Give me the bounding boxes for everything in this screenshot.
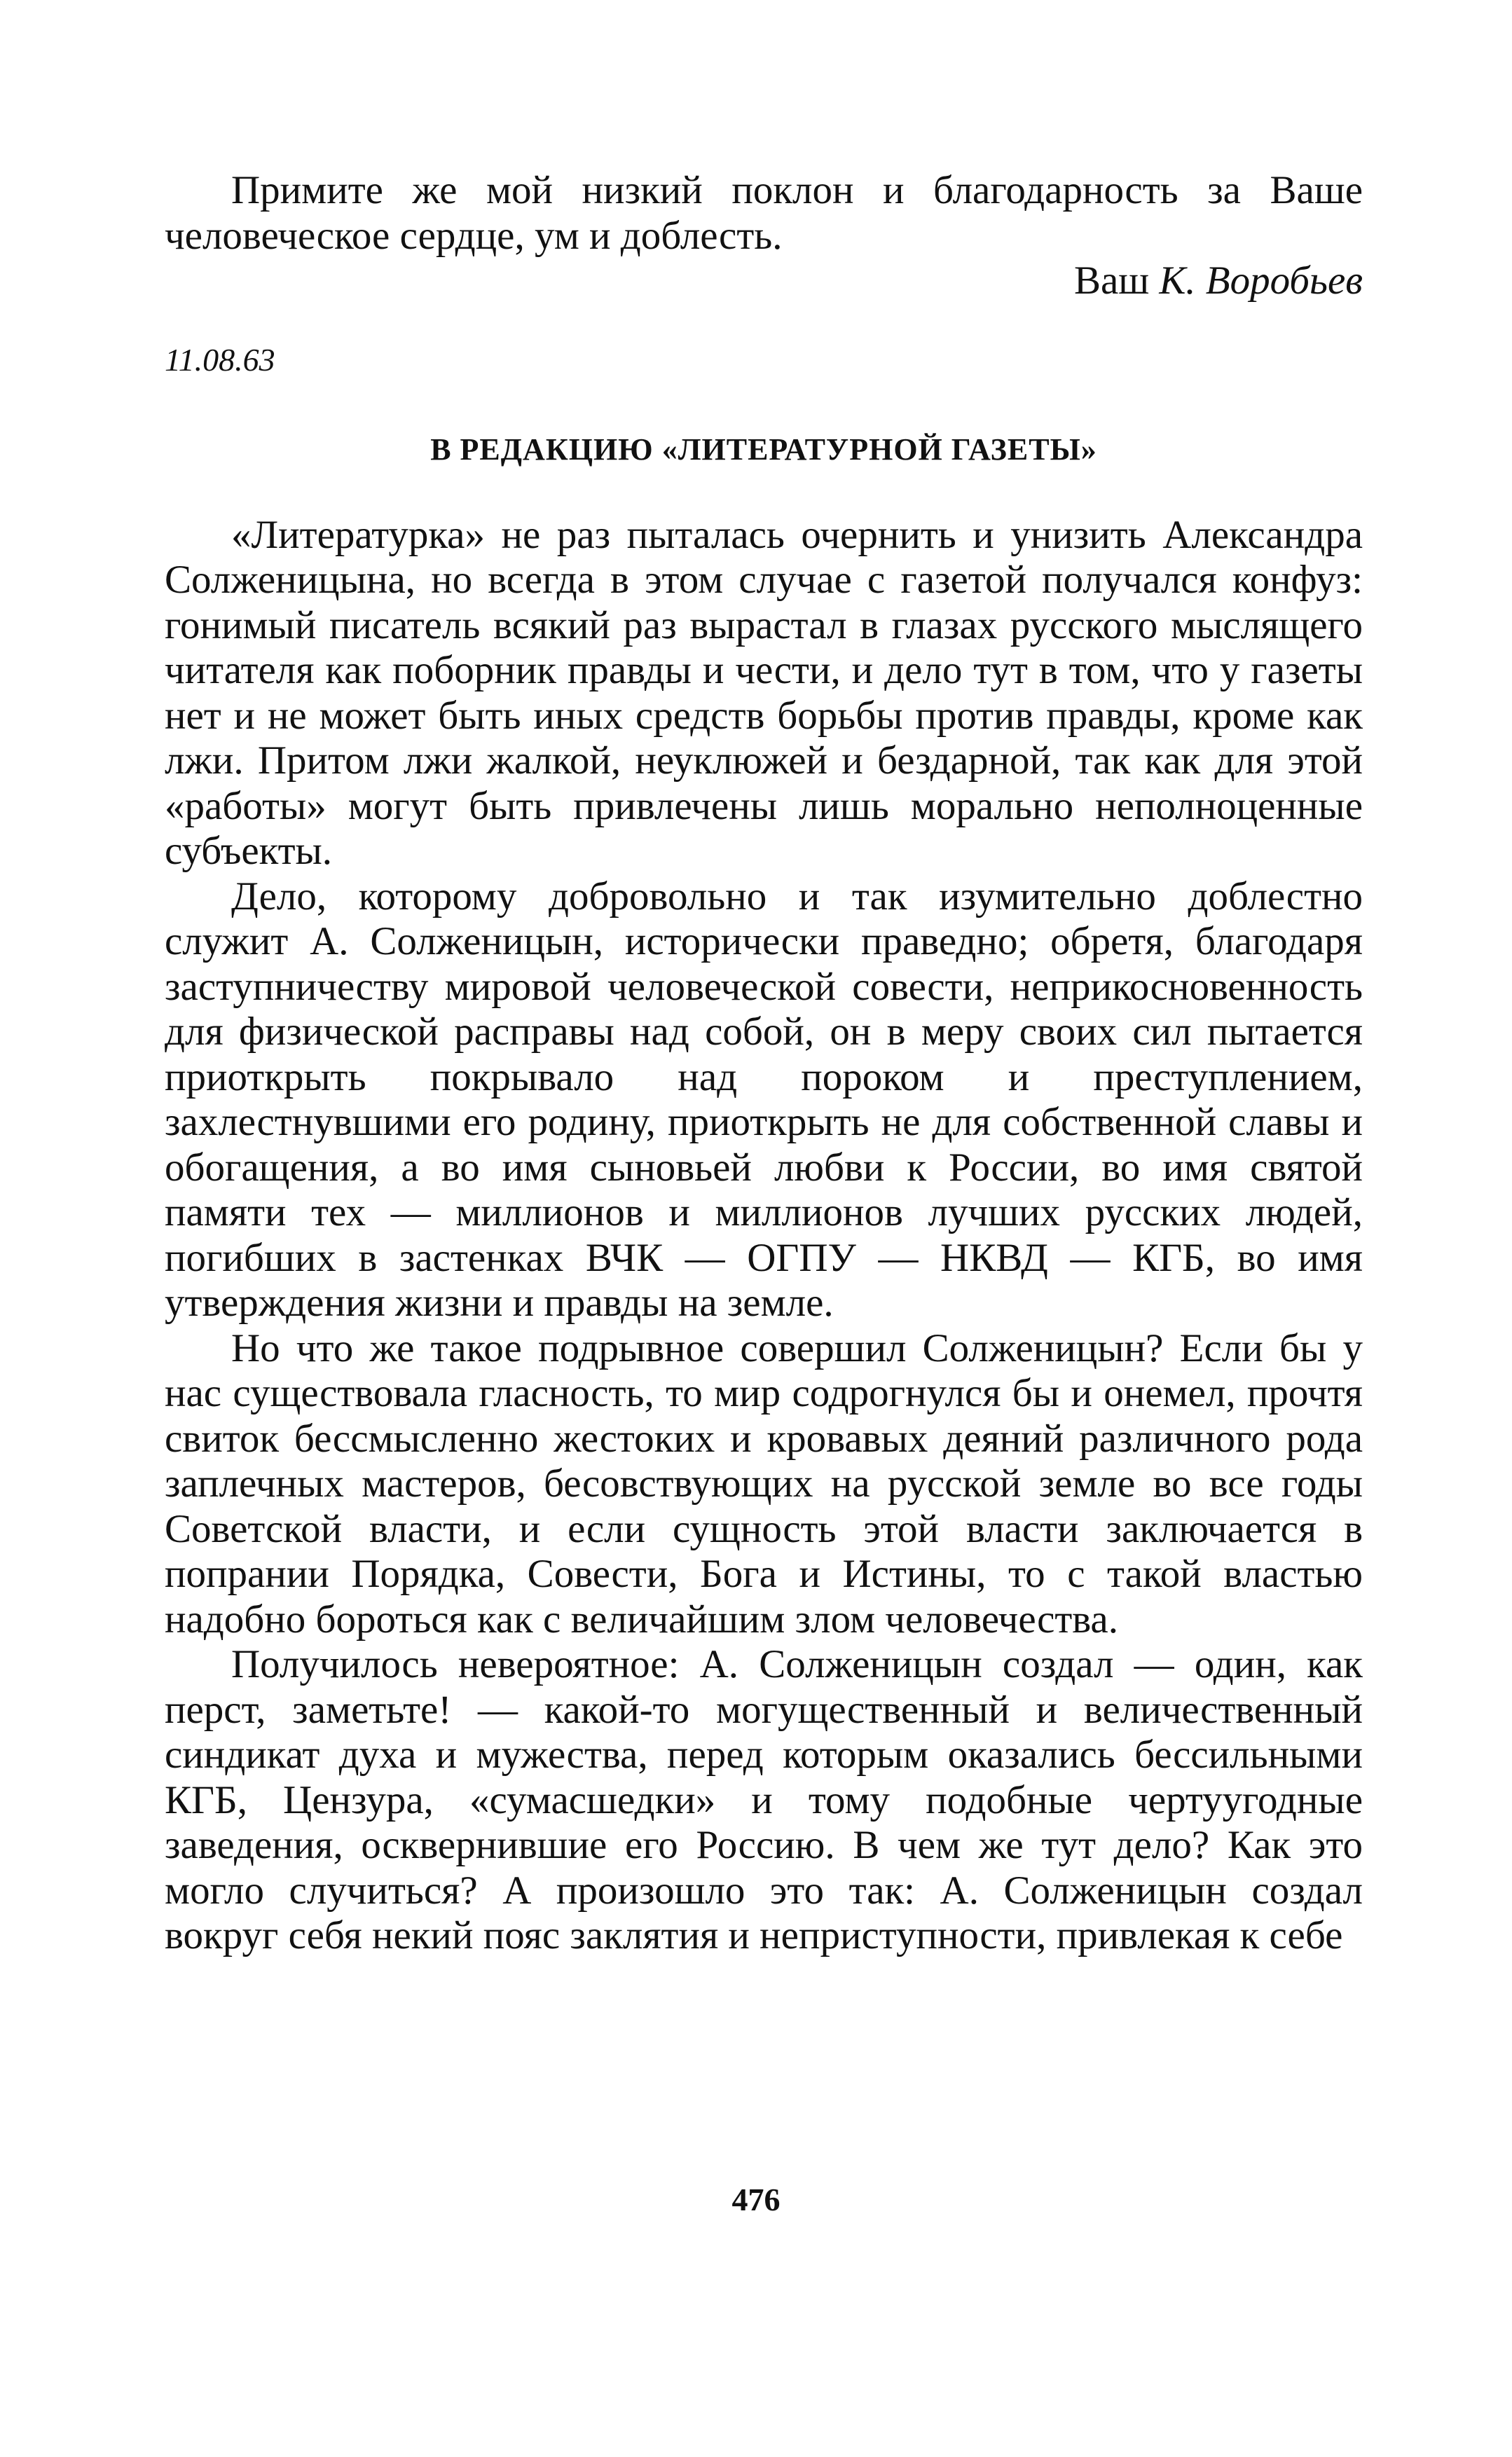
letter-closing-text: Примите же мой низкий поклон и благодарность за Ваше человеческое сердце, ум и доблесть. — [165, 168, 1363, 258]
signature-prefix: Ваш — [1073, 259, 1150, 303]
signature — [165, 259, 1363, 304]
paragraph-4: Получилось невероятное: А. Солженицын создал — один, как перст, заметьте! — какой-то могущественный и величественный синдикат духа и мужества, перед которым оказались бессильными КГБ, Цензура, «сумасшедки» и тому подобные чертуугодные заведения, осквернившие его Россию. В чем же тут дело? Как это могло случиться? А произошло это так: А. Солженицын создал вокруг себя некий пояс заклятия и неприступности, привлекая к себе — [165, 1642, 1363, 1957]
paragraph-1: «Литературка» не раз пыталась очернить и унизить Александра Солженицына, но всегда в этом случае с газетой получался конфуз: гонимый писатель всякий раз вырастал в глазах русского мыслящего читателя как поборник правды и чести, и дело тут в том, что у газеты нет и не может быть иных средств борьбы против правды, кроме как лжи. Притом лжи жалкой, неуклюжей и бездарной, так как для этой «работы» могут быть привлечены лишь морально неполноценные субъекты. — [165, 512, 1363, 873]
paragraph-2: Дело, которому добровольно и так изумительно доблестно служит А. Солженицын, исторически праведно; обретя, благодаря заступничеству мировой человеческой совести, неприкосновенность для физической расправы над собой, он в меру своих сил пытается приоткрыть покрывало над пороком и преступлением, захлестнувшими его родину, приоткрыть не для собственной славы и обогащения, а во имя сыновьей любви к России, во имя святой памяти тех — миллионов и миллионов лучших русских людей, погибших в застенках ВЧК — ОГПУ — НКВД — КГБ, во имя утверждения жизни и правды на земле. — [165, 874, 1363, 1325]
article-body — [165, 513, 1363, 1959]
signature-name: К. Воробьев — [1159, 259, 1363, 303]
page-number: 476 — [731, 2182, 781, 2217]
page-body — [165, 168, 1363, 1959]
section-heading: В РЕДАКЦИЮ «ЛИТЕРАТУРНОЙ ГАЗЕТЫ» — [430, 432, 1097, 467]
letter-date: 11.08.63 — [165, 341, 275, 378]
paragraph-3: Но что же такое подрывное совершил Солженицын? Если бы у нас существовала гласность, то мир содрогнулся бы и онемел, прочтя свиток бессмысленно жестоких и кровавых деяний различного рода заплечных мастеров, бесовствующих на русской земле во все годы Советской власти, и если сущность этой власти заключается в попрании Порядка, Совести, Бога и Истины, то с такой властью надобно бороться как с величайшим злом человечества. — [165, 1326, 1363, 1642]
